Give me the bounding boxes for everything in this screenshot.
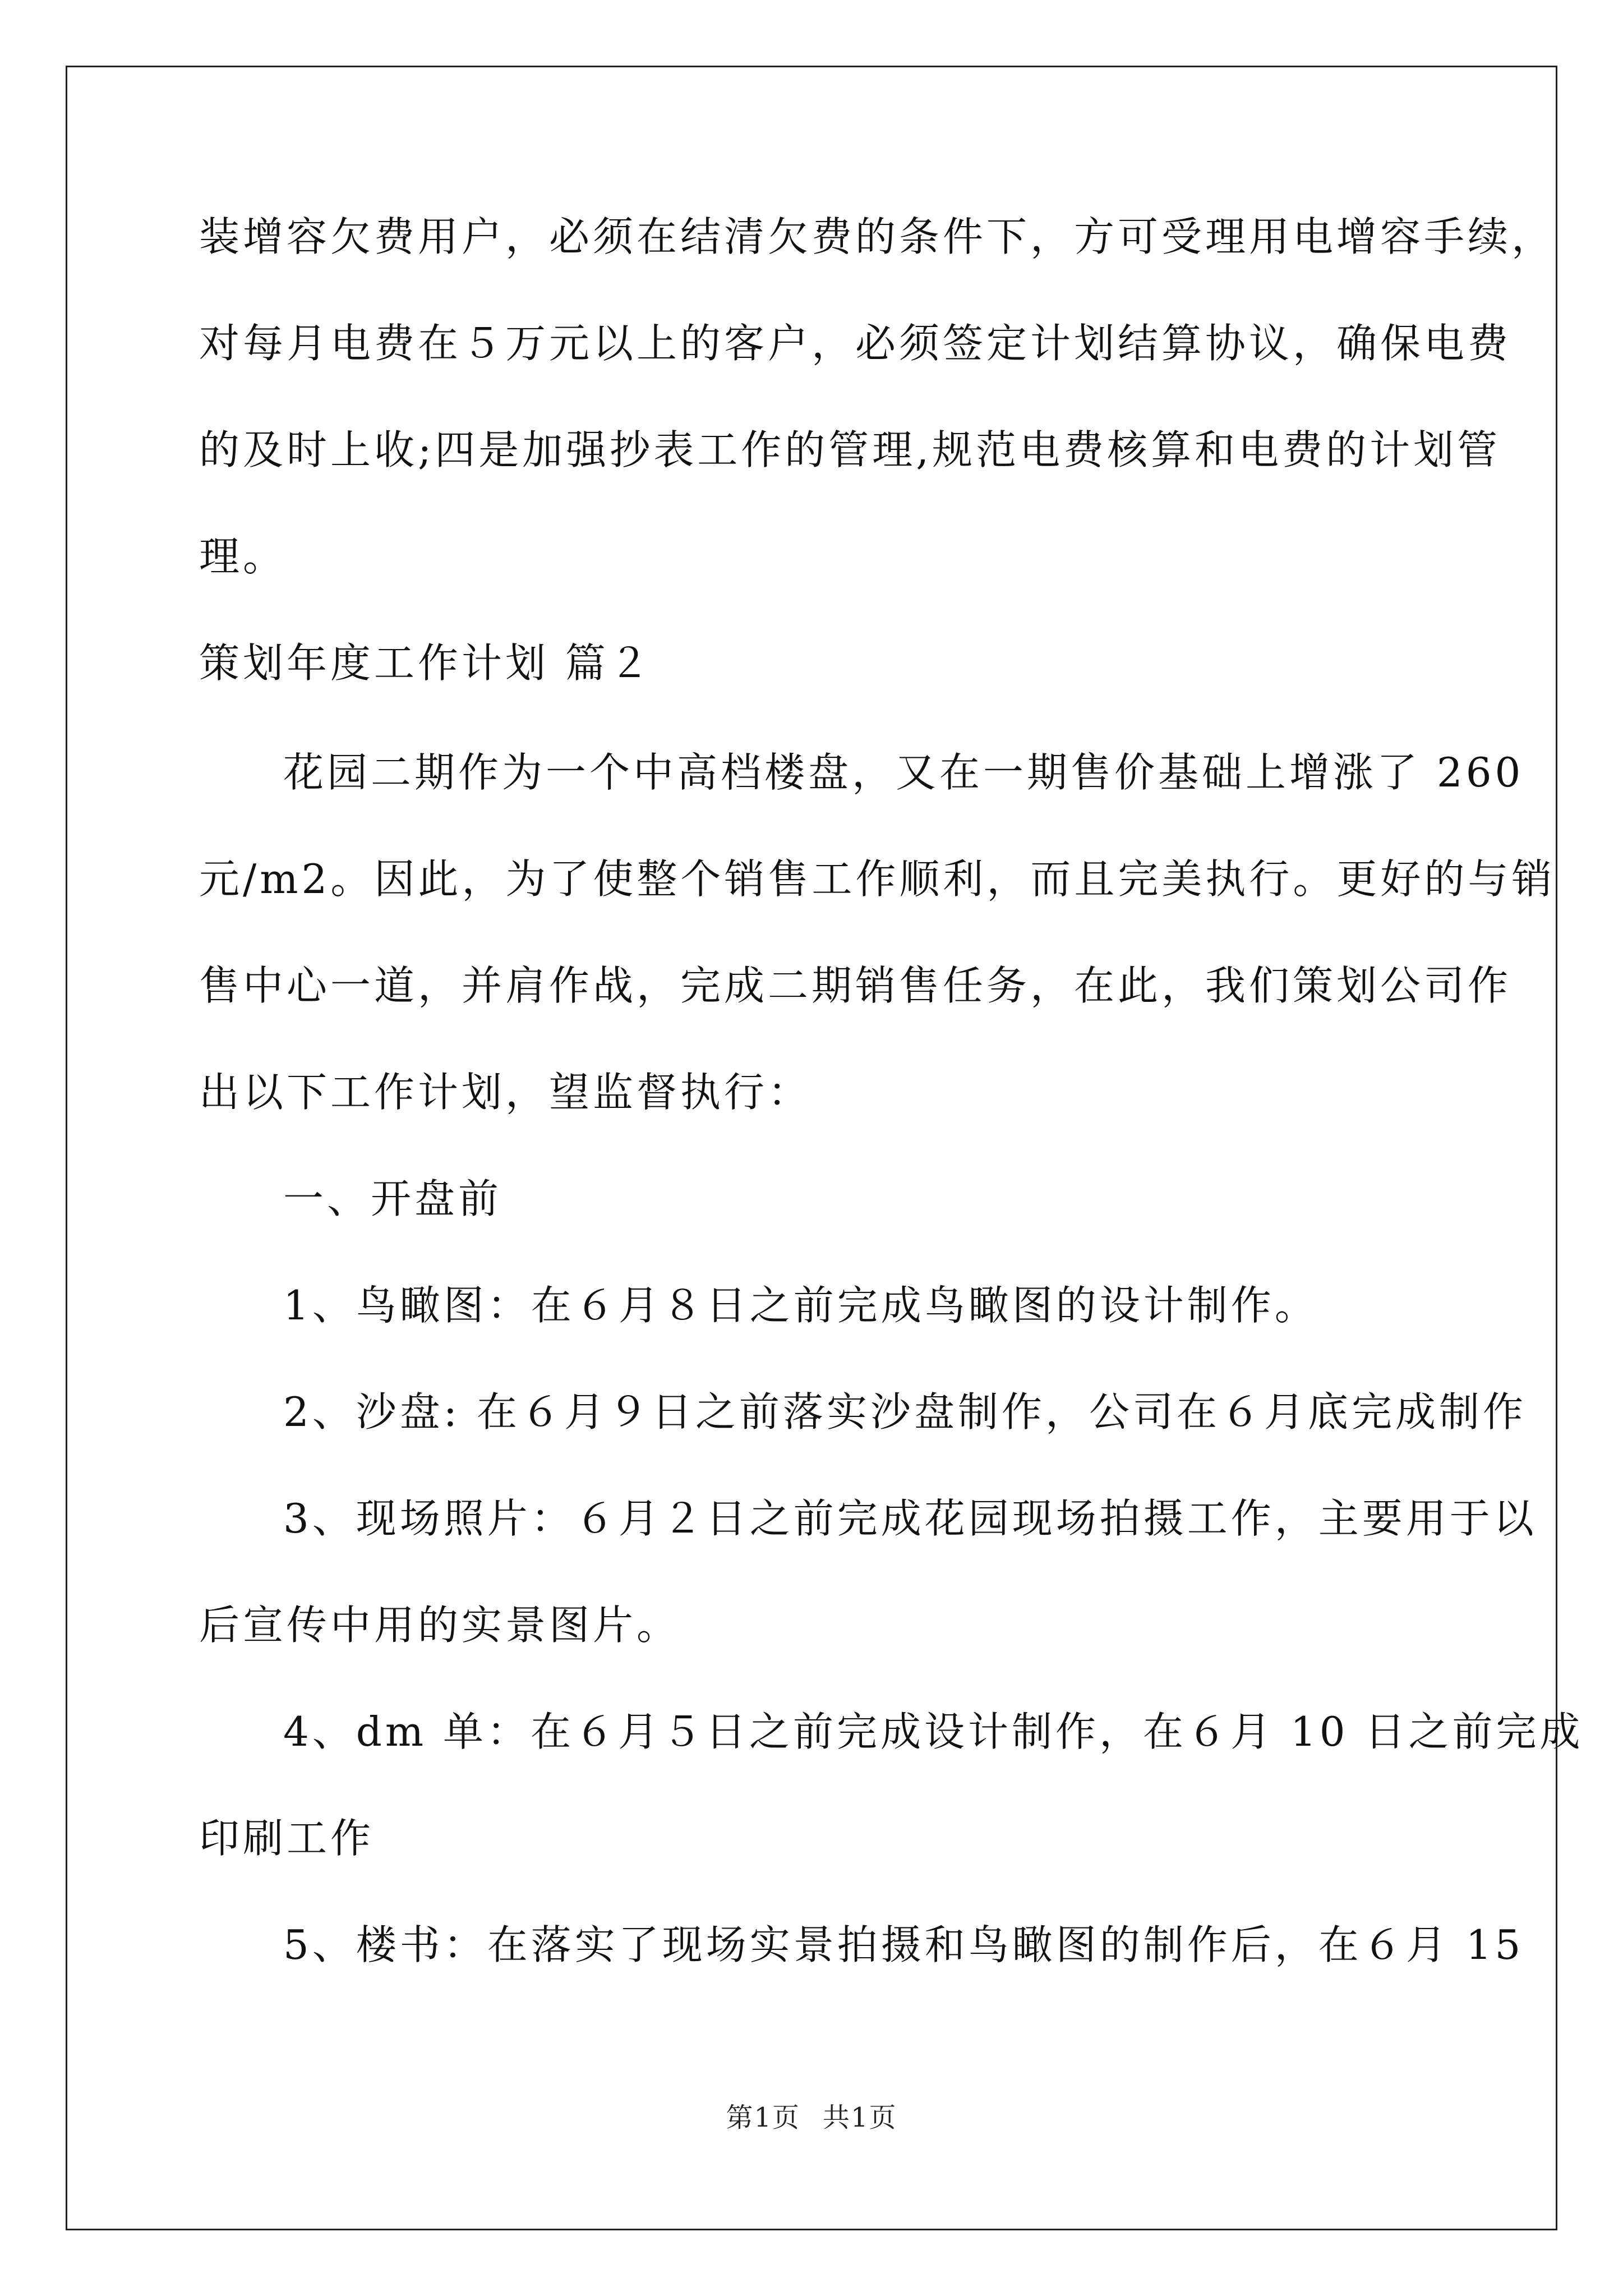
list-item-continuation: 后宣传中用的实景图片。: [199, 1602, 681, 1649]
page-number-total: 共1页: [823, 2102, 897, 2133]
paragraph-line: 元/m2。因此，为了使整个销售工作顺利，而且完美执行。更好的与销: [199, 855, 1556, 903]
paragraph-line: 出以下工作计划，望监督执行：: [199, 1069, 812, 1116]
list-item: 1、鸟瞰图：在６月８日之前完成鸟瞰图的设计制作。: [283, 1282, 1318, 1329]
paragraph-line: 的及时上收;四是加强抄表工作的管理,规范电费核算和电费的计划管: [199, 426, 1501, 473]
paragraph-line: 理。: [199, 533, 287, 580]
paragraph-line: 装增容欠费用户，必须在结清欠费的条件下，方可受理用电增容手续，: [199, 213, 1556, 260]
list-item: 5、楼书：在落实了现场实景拍摄和鸟瞰图的制作后，在６月 15: [283, 1921, 1524, 1968]
page-footer: [0, 2101, 1623, 2134]
list-item: 3、现场照片：６月２日之前完成花园现场拍摄工作，主要用于以: [283, 1495, 1537, 1542]
document-body: [199, 213, 1584, 1989]
subsection-heading: 一、开盘前: [283, 1175, 502, 1222]
paragraph-line: 对每月电费在５万元以上的客户，必须签定计划结算协议，确保电费: [199, 320, 1512, 367]
section-heading: 策划年度工作计划 篇２: [199, 639, 653, 687]
list-item-continuation: 印刷工作: [199, 1815, 375, 1862]
list-item: 4、dm 单：在６月５日之前完成设计制作，在６月 10 日之前完成: [283, 1708, 1584, 1755]
paragraph-line: 花园二期作为一个中高档楼盘，又在一期售价基础上增涨了 260: [283, 749, 1524, 796]
list-item: 2、沙盘: 在６月９日之前落实沙盘制作，公司在６月底完成制作: [283, 1388, 1527, 1435]
page-number-current: 第1页: [726, 2102, 800, 2133]
paragraph-line: 售中心一道，并肩作战，完成二期销售任务，在此，我们策划公司作: [199, 962, 1512, 1009]
